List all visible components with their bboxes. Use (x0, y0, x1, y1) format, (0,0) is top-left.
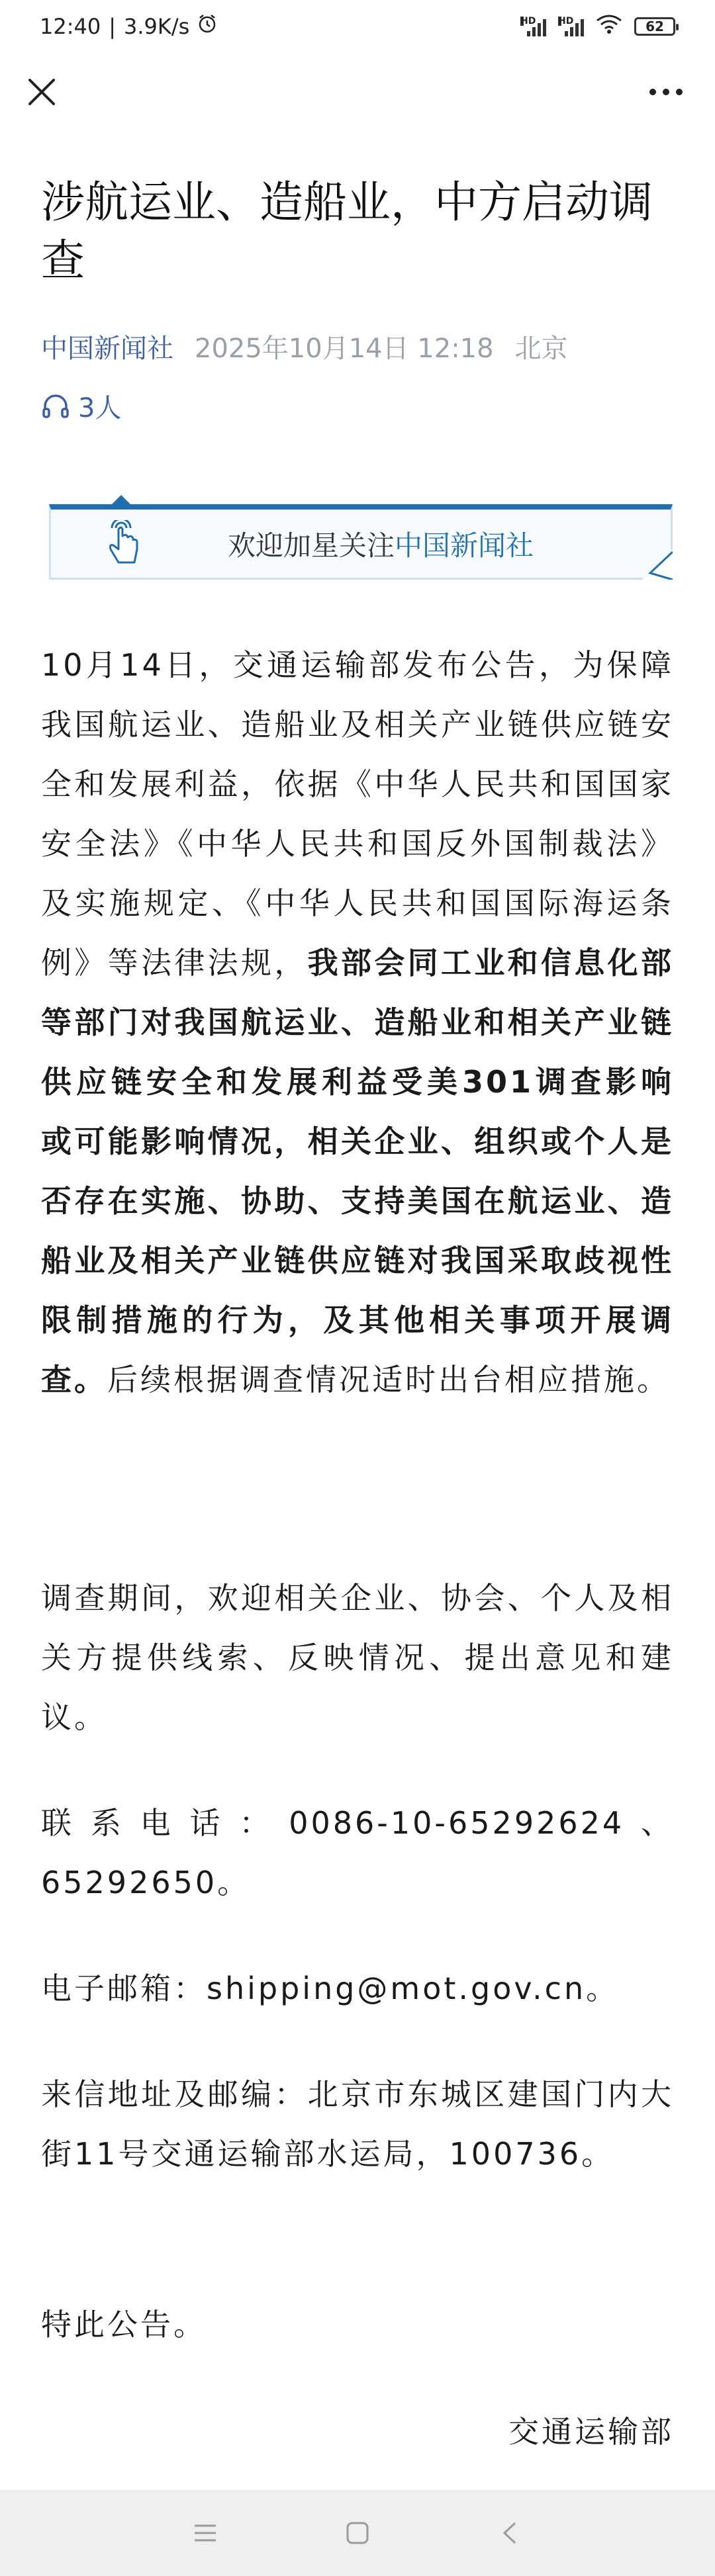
article-location: 北京 (514, 333, 568, 364)
back-chevron-icon (502, 2521, 518, 2545)
paragraph-2: 调查期间，欢迎相关企业、协会、个人及相关方提供线索、反映情况、提出意见和建议。 (41, 1580, 674, 1735)
status-right (520, 14, 675, 39)
article-date: 2025年10月14日 12:18 (195, 333, 494, 364)
banner-text-prefix: 欢迎加星关注 (227, 529, 395, 562)
close-button[interactable] (20, 70, 64, 114)
battery-icon: 62 (634, 17, 675, 36)
paragraph-1-bold: 我部会同工业和信息化部等部门对我国航运业、造船业和相关产业链供应链安全和发展利益受美301调查影响或可能影响情况，相关企业、组织或个人是否存在实施、协助、支持美国在航运业、造船业及相关产业链供应链对我国采取歧视性限制措施的行为，及其他相关事项开展调查。 (41, 945, 675, 1398)
banner-notch (112, 495, 130, 504)
menu-icon (193, 2523, 217, 2543)
paragraph-4: 电子邮箱：shipping@mot.gov.cn。 (41, 1971, 620, 2006)
wifi-icon (596, 14, 622, 39)
menu-button[interactable] (185, 2513, 225, 2553)
signal-icon: HD (520, 17, 546, 36)
back-button[interactable] (490, 2513, 530, 2553)
more-dots-icon (649, 89, 656, 95)
signal-icon-2: HD (558, 17, 584, 36)
more-dot (663, 89, 669, 95)
paragraph-5: 来信地址及邮编：北京市东城区建国门内大街11号交通运输部水运局，100736。 (41, 2076, 674, 2172)
listen-count[interactable] (41, 387, 121, 425)
article-meta (41, 328, 677, 370)
home-button[interactable] (338, 2513, 377, 2553)
tap-hand-icon (97, 520, 144, 570)
more-button[interactable] (640, 70, 692, 114)
paragraph-6: 特此公告。 (41, 2307, 207, 2342)
alarm-clock-icon (197, 14, 217, 39)
more-dot (676, 89, 683, 95)
paragraph-1-tail: 后续根据调查情况适时出台相应措施。 (107, 1362, 670, 1398)
article-title: 涉航运业、造船业，中方启动调查 (41, 177, 653, 286)
top-nav (0, 64, 715, 123)
follow-banner[interactable] (49, 504, 673, 580)
banner-text-highlight: 中国新闻社 (395, 529, 534, 562)
article-source[interactable]: 中国新闻社 (41, 333, 173, 364)
status-bar (0, 0, 715, 53)
banner-text (228, 524, 534, 564)
close-icon (27, 77, 56, 107)
paragraph-1 (41, 635, 674, 1409)
listen-count-text: 3人 (78, 393, 122, 423)
system-nav-bar (0, 2490, 715, 2576)
status-speed: 3.9K/s (124, 14, 190, 39)
signature: 交通运输部 (508, 2414, 674, 2450)
page-fold-icon (642, 549, 673, 580)
status-time: 12:40 (40, 14, 101, 39)
home-square-icon (346, 2521, 369, 2545)
status-left (40, 14, 217, 39)
status-divider: | (109, 14, 116, 39)
headphones-icon (41, 392, 70, 421)
paragraph-1-lead: 10月14日，交通运输部发布公告，为保障我国航运业、造船业及相关产业链供应链安全和发展利益，依据《中华人民共和国国家安全法》《中华人民共和国反外国制裁法》及实施规定、《中华人民共和国国际海运条例》等法律法规， (41, 647, 674, 981)
paragraph-3: 联系电话：0086-10-65292624、65292650。 (41, 1805, 674, 1900)
